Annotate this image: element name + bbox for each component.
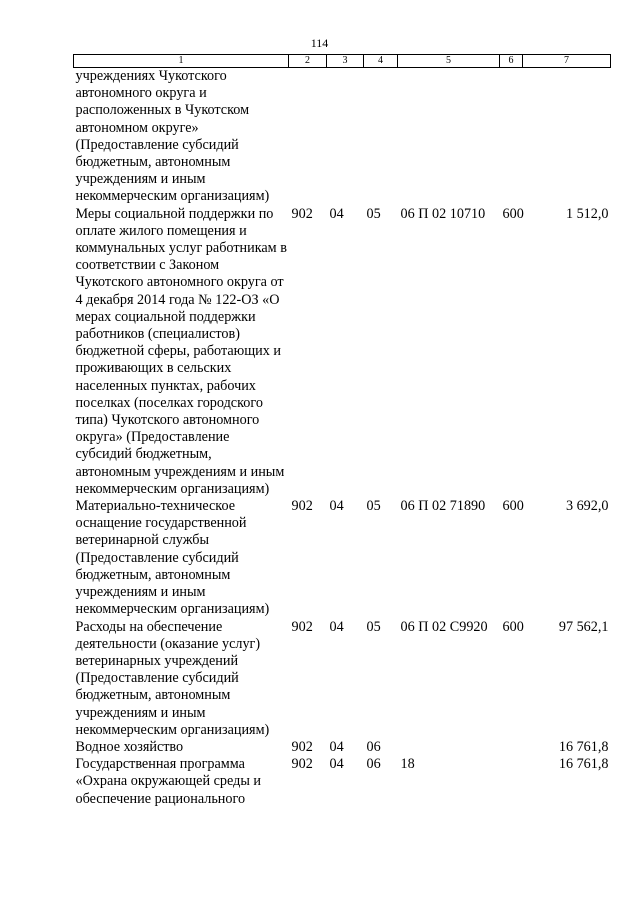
section-code: 04 [329, 618, 344, 635]
subsection-code: 06 [366, 738, 381, 755]
table-row [74, 498, 611, 618]
target-article-code [398, 68, 500, 206]
expense-type-code: 600 [502, 205, 524, 222]
expense-name: Государственная программа «Охрана окружающей среды и обеспечение рационального [75, 756, 262, 807]
department-code: 902 [291, 618, 313, 635]
column-number: 7 [523, 55, 611, 68]
table-row [74, 206, 611, 498]
department-code: 902 [291, 205, 313, 222]
table-row [74, 739, 611, 756]
amount: 3 692,0 [565, 498, 609, 515]
column-number: 3 [327, 55, 364, 68]
column-number: 2 [289, 55, 327, 68]
amount: 16 761,8 [558, 738, 609, 755]
expense-name: Меры социальной поддержки по оплате жилого помещения и коммунальных услуг работникам в соответствии с Законом Чукотского автономного округа от 4 декабря 2014 года № 122-ОЗ «О мерах социальной поддержки работников (специалистов) бюджетной сферы, работающих и проживающих в сельских населенных пунктах, рабочих поселках (поселках городского типа) Чукотского автономного округа» (Предоставление субсидий бюджетным, автономным учреждениям и иным некоммерческим организациям) [75, 205, 287, 497]
target-article-code: 06 П 02 С9920 [400, 618, 488, 635]
subsection-code: 05 [366, 205, 381, 222]
expense-name: Водное хозяйство [75, 738, 184, 755]
column-number: 4 [364, 55, 398, 68]
section-code: 04 [329, 756, 344, 773]
section-code: 04 [329, 738, 344, 755]
page-number: 114 [310, 36, 329, 50]
target-article-code: 06 П 02 10710 [400, 205, 486, 222]
expense-name: учреждениях Чукотского автономного округа и расположенных в Чукотском автономном округе» (Предоставление субсидий бюджетным, автономным учреждениям и иным некоммерческим организациям) [75, 68, 270, 205]
department-code [289, 68, 327, 206]
column-number-row [74, 55, 611, 68]
section-code: 04 [329, 498, 344, 515]
target-article-code: 18 [400, 756, 415, 773]
budget-table [73, 54, 611, 808]
expense-type-code [500, 756, 523, 808]
expense-name: Материально-техническое оснащение государственной ветеринарной службы (Предоставление субсидий бюджетным, автономным учреждениям и иным некоммерческим организациям) [75, 498, 270, 618]
expense-type-code: 600 [502, 618, 524, 635]
table-row [74, 68, 611, 206]
subsection-code [364, 68, 398, 206]
target-article-code: 06 П 02 71890 [400, 498, 486, 515]
expense-type-code [500, 68, 523, 206]
amount: 1 512,0 [565, 205, 609, 222]
table-row [74, 756, 611, 808]
section-code [327, 68, 364, 206]
expense-type-code [500, 739, 523, 756]
target-article-code [398, 739, 500, 756]
department-code: 902 [291, 756, 313, 773]
column-number: 6 [500, 55, 523, 68]
department-code: 902 [291, 738, 313, 755]
department-code: 902 [291, 498, 313, 515]
subsection-code: 05 [366, 498, 381, 515]
amount [523, 68, 611, 206]
column-number: 5 [398, 55, 500, 68]
section-code: 04 [329, 205, 344, 222]
subsection-code: 06 [366, 756, 381, 773]
subsection-code: 05 [366, 618, 381, 635]
expense-name: Расходы на обеспечение деятельности (оказание услуг) ветеринарных учреждений (Предоставление субсидий бюджетным, автономным учреждениям и иным некоммерческим организациям) [75, 618, 270, 738]
amount: 97 562,1 [558, 618, 609, 635]
amount: 16 761,8 [558, 756, 609, 773]
expense-type-code: 600 [502, 498, 524, 515]
column-number: 1 [74, 55, 289, 68]
table-row [74, 619, 611, 739]
